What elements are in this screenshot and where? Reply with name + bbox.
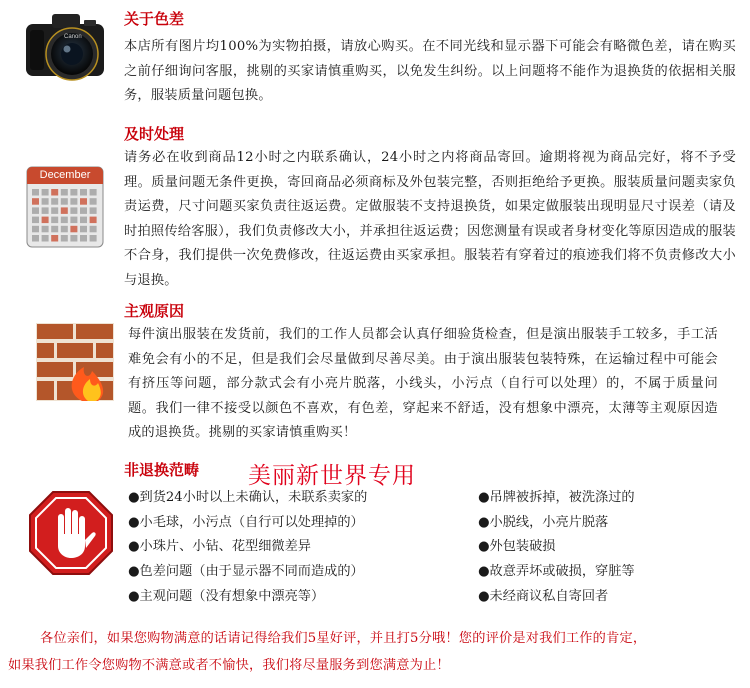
list-item: ●小珠片、小钻、花型细微差异: [128, 539, 311, 555]
camera-icon: [22, 8, 112, 88]
calendar-month-label: December: [39, 169, 91, 181]
shop-watermark: 美丽新世界专用: [248, 463, 416, 489]
list-item: ●主观问题（没有想象中漂亮等）: [128, 588, 325, 604]
section-title-timely-handling: 及时处理: [124, 125, 185, 143]
list-item: ●故意弄坏或破损，穿脏等: [478, 564, 635, 580]
list-item: ●小毛球，小污点（自行可以处理掉的）: [128, 514, 364, 530]
list-item: ●色差问题（由于显示器不同而造成的）: [128, 564, 364, 580]
list-item: ●吊牌被拆掉，被洗涤过的: [478, 490, 635, 505]
section-text-timely-handling: 请务必在收到商品12小时之内联系确认，24小时之内将商品寄回。逾期将视为商品完好，将不予受理。质量问题无条件更换，寄回商品必须商标及外包装完整，否则拒绝给予更换。服装质量问题卖家负责运费，尺寸问题买家负责往返运费。定做服装不支持退换货，如果定做服装出现明显尺寸误差（请及时拍照传给客服），我们负责修改大小，并承担往返运费；因您测量有误或者身材变化等原因造成的服装不合身，我们提供一次免费修改，往返运费由买家承担。服装若有穿着过的痕迹我们将不负责修改大小与退换。: [124, 150, 736, 288]
section-text-color-difference: 本店所有图片均100%为实物拍摄，请放心购买。在不同光线和显示器下可能会有略微色差，请在购买之前仔细询问客服，挑剔的买家请慎重购买，以免发生纠纷。以上问题将不能作为退换货的依据相关服务，服装质量问题包换。: [124, 39, 736, 104]
section-title-subjective-reasons: 主观原因: [124, 302, 185, 320]
footer-line-1: 各位亲们，如果您购物满意的话请记得给我们5星好评，并且打5分哦！您的评价是对我们工作的肯定，: [40, 631, 647, 646]
camera-brand-label: Canon: [64, 34, 82, 40]
list-item: ●未经商议私自寄回者: [478, 588, 609, 604]
firewall-icon: [36, 323, 116, 403]
list-item: ●外包装破损: [478, 539, 556, 555]
footer-line-2: 如果我们工作令您购物不满意或者不愉快，我们将尽量服务到您满意为止！: [8, 658, 450, 673]
section-title-color-difference: 关于色差: [124, 10, 185, 28]
non-return-list-left: [128, 486, 367, 609]
section-title-non-return-scope: 非退换范畴: [124, 461, 200, 479]
non-return-list-right: [478, 486, 635, 609]
list-item: ●小脱线，小亮片脱落: [478, 514, 609, 530]
stop-hand-icon: [28, 490, 114, 576]
list-item: ●到货24小时以上未确认，未联系卖家的: [128, 490, 368, 505]
section-text-subjective-reasons: 每件演出服装在发货前，我们的工作人员都会认真仔细验货检查，但是演出服装手工较多，手工活难免会有小的不足，但是我们会尽量做到尽善尽美。由于演出服装包装特殊，在运输过程中可能会有挤压等问题，部分款式会有小亮片脱落，小线头，小污点（自行可以处理）的，不属于质量问题。我们一律不接受以颜色不喜欢，有色差，穿起来不舒适，没有想象中漂亮，太薄等主观原因造成的退换货。挑剔的买家请慎重购买！: [128, 327, 718, 441]
calendar-icon: [24, 162, 106, 250]
